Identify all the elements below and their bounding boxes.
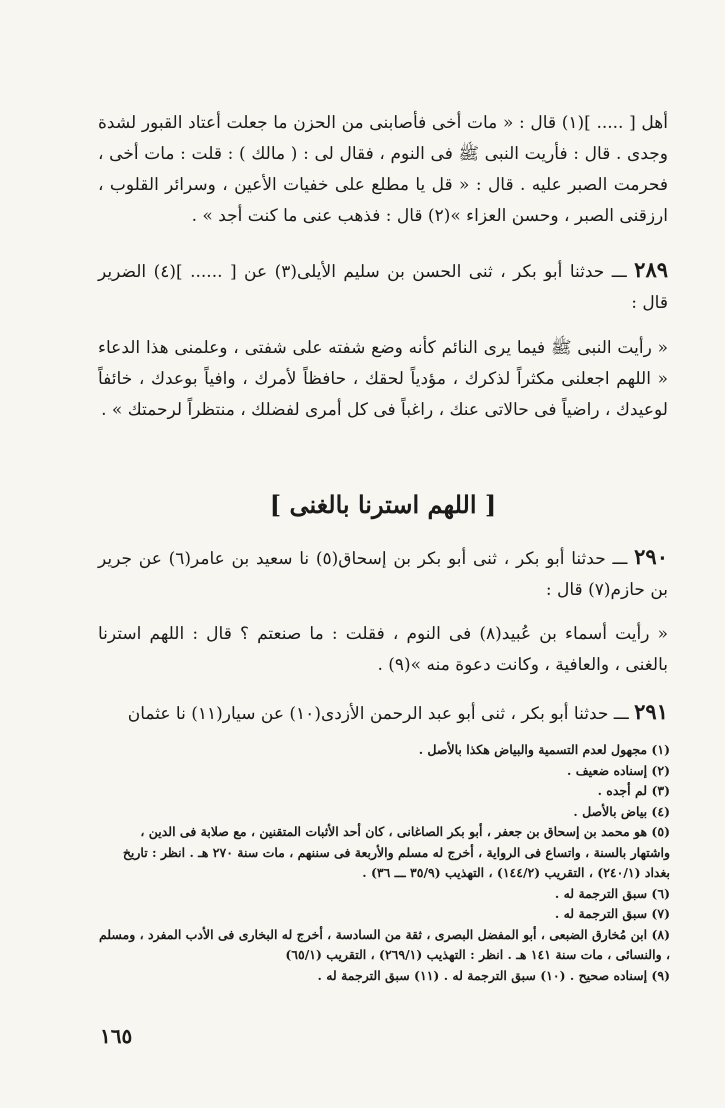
- paragraph-text: أهل [ ..... ](١) قال : « مات أخى فأصابنى من الحزن ما جعلت أعتاد القبور لشدة وجدى . قال : فأريت النبى ﷺ فى النوم ، فقال لى : ( مالك ) : قلت : مات أخى ، فحرمت الصبر عليه . قال : « قل يا مطلع على خفيات الأعين ، وسرائر القلوب ، ارزقنى الصبر ، وحسن العزاء »(٢) قال : فذهب عنى ما كنت أجد » .: [98, 113, 668, 226]
- paragraph-text: « رأيت أسماء بن عُبيد(٨) فى النوم ، فقلت : ما صنعتم ؟ قال : اللهم استرنا بالغنى ، والعافية ، وكانت دعوة منه »(٩) .: [98, 624, 668, 675]
- paragraph-288-continuation: [98, 108, 668, 232]
- footnote: (٧) سبق الترجمة له .: [554, 906, 670, 921]
- hadith-number: ٢٩٠: [634, 544, 668, 569]
- isnad-text: ـــ حدثنا أبو بكر ، ثنى أبو بكر بن إسحاق(٥) نا سعيد بن عامر(٦) عن جرير بن حازم(٧) قال :: [98, 549, 668, 600]
- section-heading: [ اللهم استرنا بالغنى ]: [269, 490, 497, 519]
- isnad-text: ـــ حدثنا أبو بكر ، ثنى الحسن بن سليم الأيلى(٣) عن [ ...... ](٤) الضرير قال :: [98, 262, 668, 313]
- hadith-289: [98, 254, 668, 319]
- footnote: (٩) إسناده صحيح . (١٠) سبق الترجمة له . (١١) سبق الترجمة له .: [317, 967, 670, 983]
- hadith-290-matn: [98, 619, 668, 681]
- footnote: (٨) ابن مُخارق الضبعى ، أبو المفضل البصرى ، ثقة من السادسة ، أخرج له البخارى فى الأدب المفرد ، ومسلم ، والنسائى ، مات سنة ١٤١ هـ . انظر : التهذيب (٢٦٩/١) ، التقريب (٦٥/١): [98, 926, 670, 962]
- footnotes: [98, 740, 670, 986]
- hadith-number: ٢٨٩: [634, 257, 669, 282]
- hadith-291: [98, 696, 668, 730]
- footnote: (٤) بياض بالأصل .: [573, 803, 670, 819]
- hadith-number: ٢٩١: [634, 699, 668, 724]
- footnote: (٥) هو محمد بن إسحاق بن جعفر ، أبو بكر الصاغانى ، كان أحد الأثبات المتقنين ، مع صلابة فى الدين ، واشتهار بالسنة ، واتساع فى الرواية ، أخرج له مسلم والأربعة فى سننهم ، مات سنة ٢٧٠ هـ . انظر : تاريخ بغداد (٢٤٠/١) ، التقريب (١٤٤/٢) ، التهذيب (٣٥/٩ ـــ ٣٦) .: [122, 824, 670, 880]
- footnote: (٣) لم أجده .: [597, 783, 670, 798]
- isnad-text: ـــ حدثنا أبو بكر ، ثنى أبو عبد الرحمن الأزدى(١٠) عن سيار(١١) نا عثمان: [127, 704, 629, 724]
- footnote: (٦) سبق الترجمة له .: [554, 885, 670, 901]
- hadith-289-matn: [98, 333, 668, 426]
- footnote: (٢) إسناده ضعيف .: [567, 762, 670, 778]
- page-number: ١٦٥: [100, 1024, 133, 1048]
- footnote: (١) مجهول لعدم التسمية والبياض هكذا بالأصل .: [418, 742, 670, 757]
- paragraph-text: « رأيت النبى ﷺ فيما يرى النائم كأنه وضع شفته على شفتى ، وعلمنى هذا الدعاء « اللهم اجعلنى مكثراً لذكرك ، مؤدياً لحقك ، حافظاً لأمرك ، وافياً بوعدك ، خائفاً لوعيدك ، راضياً فى حالاتى عنك ، راغباً فى كل أمرى لفضلك ، منتظراً لرحمتك » .: [98, 338, 668, 420]
- hadith-290: [98, 541, 668, 606]
